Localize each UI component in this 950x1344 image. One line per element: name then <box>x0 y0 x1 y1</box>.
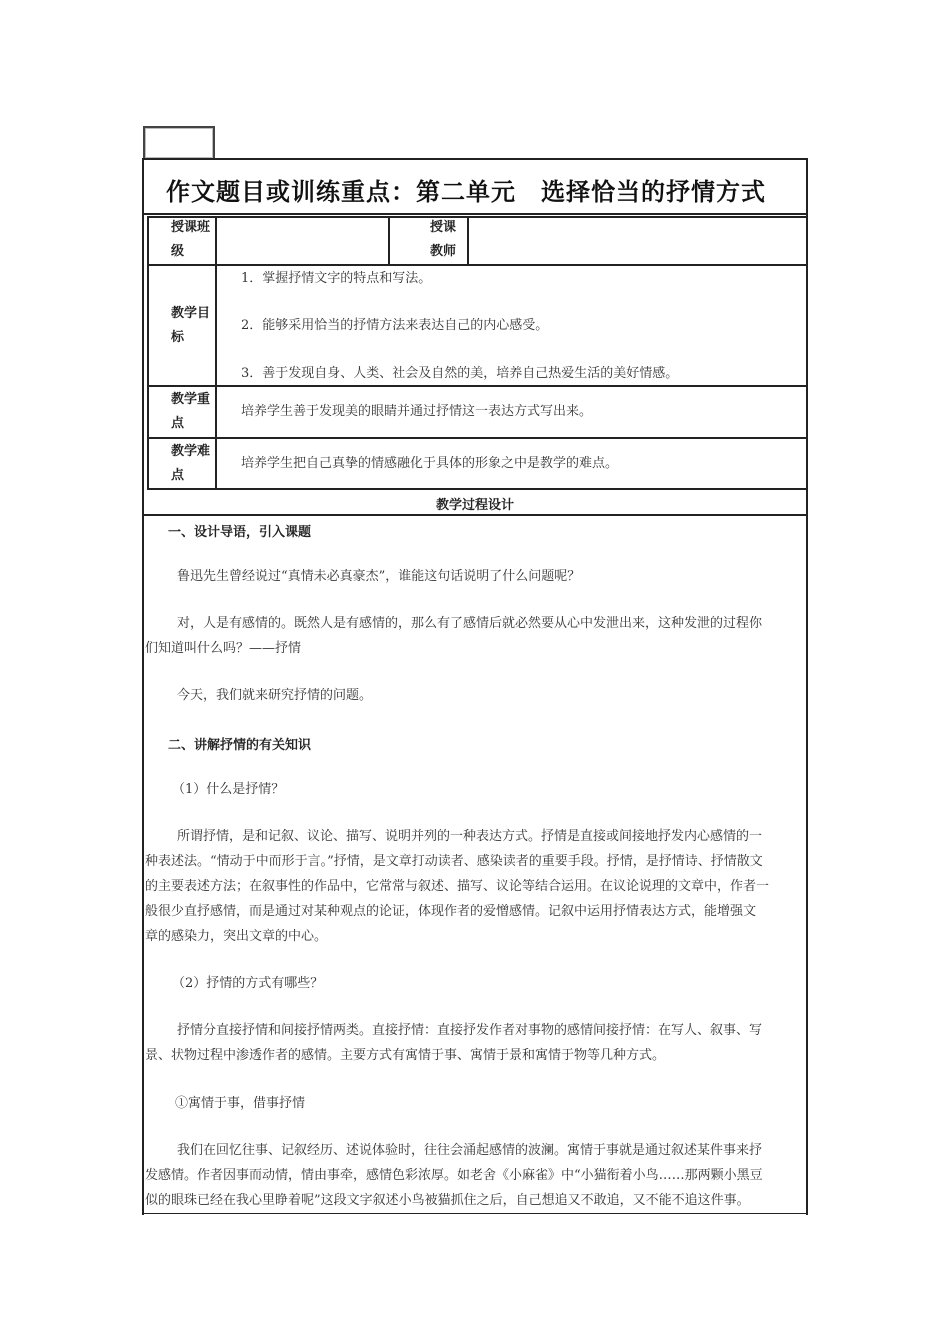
objective-item: 3．善于发现自身、人类、社会及自然的美，培养自己热爱生活的美好情感。 <box>241 366 679 381</box>
difficulty-text: 培养学生把自己真挚的情感融化于具体的形象之中是教学的难点。 <box>241 456 619 471</box>
row-divider <box>147 216 808 218</box>
objective-item: 1．掌握抒情文字的特点和写法。 <box>241 271 432 286</box>
difficulty-label: 教学难 点 <box>171 444 211 483</box>
section-heading: 一、设计导语，引入课题 <box>168 525 312 540</box>
corner-tab-box <box>143 126 215 160</box>
col-divider <box>215 216 217 490</box>
paragraph-line: 抒情分直接抒情和间接抒情两类。直接抒情：直接抒发作者对事物的感情间接抒情：在写人、叙事、写 <box>177 1023 763 1038</box>
paragraph-line: 所谓抒情，是和记叙、议论、描写、说明并列的一种表达方式。抒情是直接或间接地抒发内心感情的一 <box>177 829 763 844</box>
row-divider <box>147 264 808 266</box>
section-heading: 二、讲解抒情的有关知识 <box>168 738 312 753</box>
paragraph-line: 我们在回忆往事、记叙经历、述说体验时，往往会涌起感情的波澜。寓情于事就是通过叙述某件事来抒 <box>177 1143 763 1158</box>
row-divider <box>147 385 808 387</box>
objectives-label: 教学目 标 <box>171 306 211 345</box>
teacher-label: 授课 教师 <box>430 220 457 259</box>
paragraph-line: 似的眼珠已经在我心里睁着呢”这段文字叙述小鸟被猫抓住之后，自己想追又不敢追，又不能不追这件事。 <box>145 1193 750 1208</box>
row-divider <box>147 488 808 490</box>
key-point-text: 培养学生善于发现美的眼睛并通过抒情这一表达方式写出来。 <box>241 404 593 419</box>
col-divider <box>147 216 149 490</box>
col-divider <box>388 216 390 266</box>
sub-question: ①寓情于事，借事抒情 <box>175 1096 306 1111</box>
paragraph-line: 们知道叫什么吗？——抒情 <box>145 641 302 656</box>
paragraph-line: 章的感染力，突出文章的中心。 <box>145 929 328 944</box>
paragraph-line: 种表述法。“情动于中而形于言。”抒情，是文章打动读者、感染读者的重要手段。抒情，是抒情诗、抒情散文 <box>145 854 763 869</box>
paragraph-line: 对，人是有感情的。既然人是有感情的，那么有了感情后就必然要从心中发泄出来，这种发泄的过程你 <box>177 616 763 631</box>
row-divider <box>142 514 808 516</box>
paragraph: 鲁迅先生曾经说过“真情未必真豪杰”，谁能这句话说明了什么问题呢？ <box>177 569 581 584</box>
paragraph-line: 般很少直抒感情，而是通过对某种观点的论证，体现作者的爱憎感情。记叙中运用抒情表达方式，能增强文 <box>145 904 757 919</box>
row-divider <box>147 437 808 439</box>
paragraph: 今天，我们就来研究抒情的问题。 <box>177 688 373 703</box>
row-divider <box>142 213 808 215</box>
process-heading: 教学过程设计 <box>435 498 514 513</box>
col-divider <box>467 216 469 266</box>
paragraph-line: 的主要表述方法；在叙事性的作品中，它常常与叙述、描写、议论等结合运用。在议论说理的文章中，作者一 <box>145 879 770 894</box>
paragraph-line: 景、状物过程中渗透作者的感情。主要方式有寓情于事、寓情于景和寓情于物等几种方式。 <box>145 1048 666 1063</box>
page-bottom-rule <box>142 1213 808 1214</box>
sub-question: （2）抒情的方式有哪些？ <box>172 976 324 991</box>
class-label: 授课班 级 <box>171 220 211 259</box>
paragraph-line: 发感情。作者因事而动情，情由事牵，感情色彩浓厚。如老舍《小麻雀》中“小猫衔着小鸟……那两颗小黑豆 <box>145 1168 763 1183</box>
page-title: 作文题目或训练重点：第二单元 选择恰当的抒情方式 <box>166 178 766 206</box>
sub-question: （1）什么是抒情？ <box>172 782 285 797</box>
key-point-label: 教学重 点 <box>171 392 211 431</box>
objective-item: 2．能够采用恰当的抒情方法来表达自己的内心感受。 <box>241 318 549 333</box>
